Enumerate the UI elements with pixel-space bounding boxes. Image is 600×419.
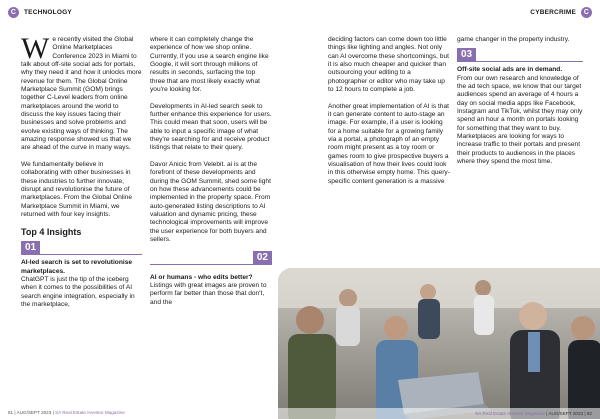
- magazine-logo-icon: C: [581, 7, 592, 18]
- insight-title: AI or humans - who edits better?: [150, 273, 253, 281]
- paragraph: deciding factors can come down too little things like lighting and angles. Not only can AI overcome these shortcomings, but it is also much cheaper and quicker than outsourcing your editing to a photographer or editor who may take up to 12 hours to complete a job.: [328, 36, 449, 94]
- insight-title: AI-led search is set to revolutionise marketplaces.: [21, 259, 133, 275]
- right-column-1: [328, 36, 450, 194]
- insight-number: 01: [21, 241, 40, 254]
- magazine-name: SA Real Estate Investor Magazine: [55, 410, 125, 415]
- paragraph: Davor Anicic from Velebit. ai is at the forefront of these developments and during the GOM Summit, shed some light on how these advancements could be implemented in the property space. From auto-generated listing descriptions to AI valuation and dynamic pricing, these technological improvements will improve the user experience for both buyers and sellers.: [150, 161, 271, 244]
- insight-text: ChatGPT is just the tip of the iceberg when it comes to the possibilities of AI search engine integration, especially in the marketplace,: [21, 275, 135, 308]
- divider: [457, 61, 583, 62]
- page-footer: SA Real Estate Investor Magazine | AUG/SEPT 2023 | 82: [475, 411, 592, 416]
- page-footer: 81 | AUG/SEPT 2023 | SA Real Estate Investor Magazine: [8, 410, 125, 415]
- drop-cap: W: [21, 32, 50, 65]
- insight-text: Listings with great images are proven to perform far better than those that don't, and the: [150, 282, 267, 306]
- insight-badge: [457, 48, 583, 62]
- insight-number: 03: [457, 48, 476, 61]
- paragraph: where it can completely change the experience of how we shop online. Currently, if you use a search engine like Google, it will sort through millions of results in seconds, surfacing the top three that are most likely exactly what you're looking for.: [150, 36, 269, 94]
- section-label: TECHNOLOGY: [24, 9, 72, 16]
- paragraph: game changer in the property industry.: [457, 36, 570, 43]
- paragraph: Developments in AI-led search seek to further enhance this experience for users. This could mean that soon, users will be able to input a specific image of what they're searching for and receive product listings that relate to their query.: [150, 102, 272, 152]
- conference-photo-illustration: [278, 268, 600, 419]
- insight-badge: [21, 241, 142, 255]
- paragraph: We fundamentally believe in collaborating with other businesses in these industries to further innovate, disrupt and revolutionise the future of marketplaces. From the Global Online Marketplace Summit in Miami, we returned with four key insights.: [21, 161, 133, 219]
- intro-paragraph: We recently visited the Global Online Marketplaces Conference 2023 in Miami to talk about off-site social ads for portals, why they need it and how it unlocks more revenue for them. The Global Online Marketplace Summit (GOM) brings together C-Level leaders from online marketplaces around the world to discuss the key issues facing their businesses and solve problems and evolve existing ways of thinking. The amazing response showed us that we are ahead of the curve in many ways.: [21, 32, 142, 152]
- magazine-name: SA Real Estate Investor Magazine: [475, 411, 545, 416]
- section-header: [530, 7, 592, 18]
- insight-text: From our own research and knowledge of the ad tech space, we know that our target audiences spend an average of 4 hours a day on social media apps like Facebook, Instagram and TikTok, whilst they may only spend an hour a month on portals looking for something that they want to buy. Marketplaces are looking for ways to increase traffic to their portals and present their products to audiences in the places where they spend the most time.: [457, 74, 583, 166]
- insights-heading: Top 4 Insights: [21, 226, 82, 237]
- section-label: CYBERCRIME: [530, 9, 576, 16]
- left-column-2: [150, 36, 272, 307]
- page-number: 82: [586, 411, 592, 416]
- paragraph: Another great implementation of AI is that it can generate content to auto-stage an image. For example, if a user is looking for a home suitable for a growing family via a portal, a photograph of an empty room might present as a toy room or games room to give prospective buyers a visualisation of how their lives could look in this otherwise empty home. This query-specific content generation is a massive: [328, 102, 450, 185]
- left-column-1: [21, 32, 142, 309]
- section-header: [8, 7, 72, 18]
- right-column-2: [457, 36, 583, 166]
- magazine-logo-icon: C: [8, 7, 19, 18]
- insight-title: Off-site social ads are in demand.: [457, 66, 563, 74]
- issue-date: AUG/SEPT 2023: [548, 411, 584, 416]
- page-number: 81: [8, 410, 14, 415]
- issue-date: AUG/SEPT 2023: [16, 410, 52, 415]
- divider: [150, 264, 272, 265]
- insight-number: 02: [253, 251, 272, 264]
- divider: [21, 254, 142, 255]
- insight-badge: [150, 251, 272, 265]
- conference-photo: [278, 268, 600, 419]
